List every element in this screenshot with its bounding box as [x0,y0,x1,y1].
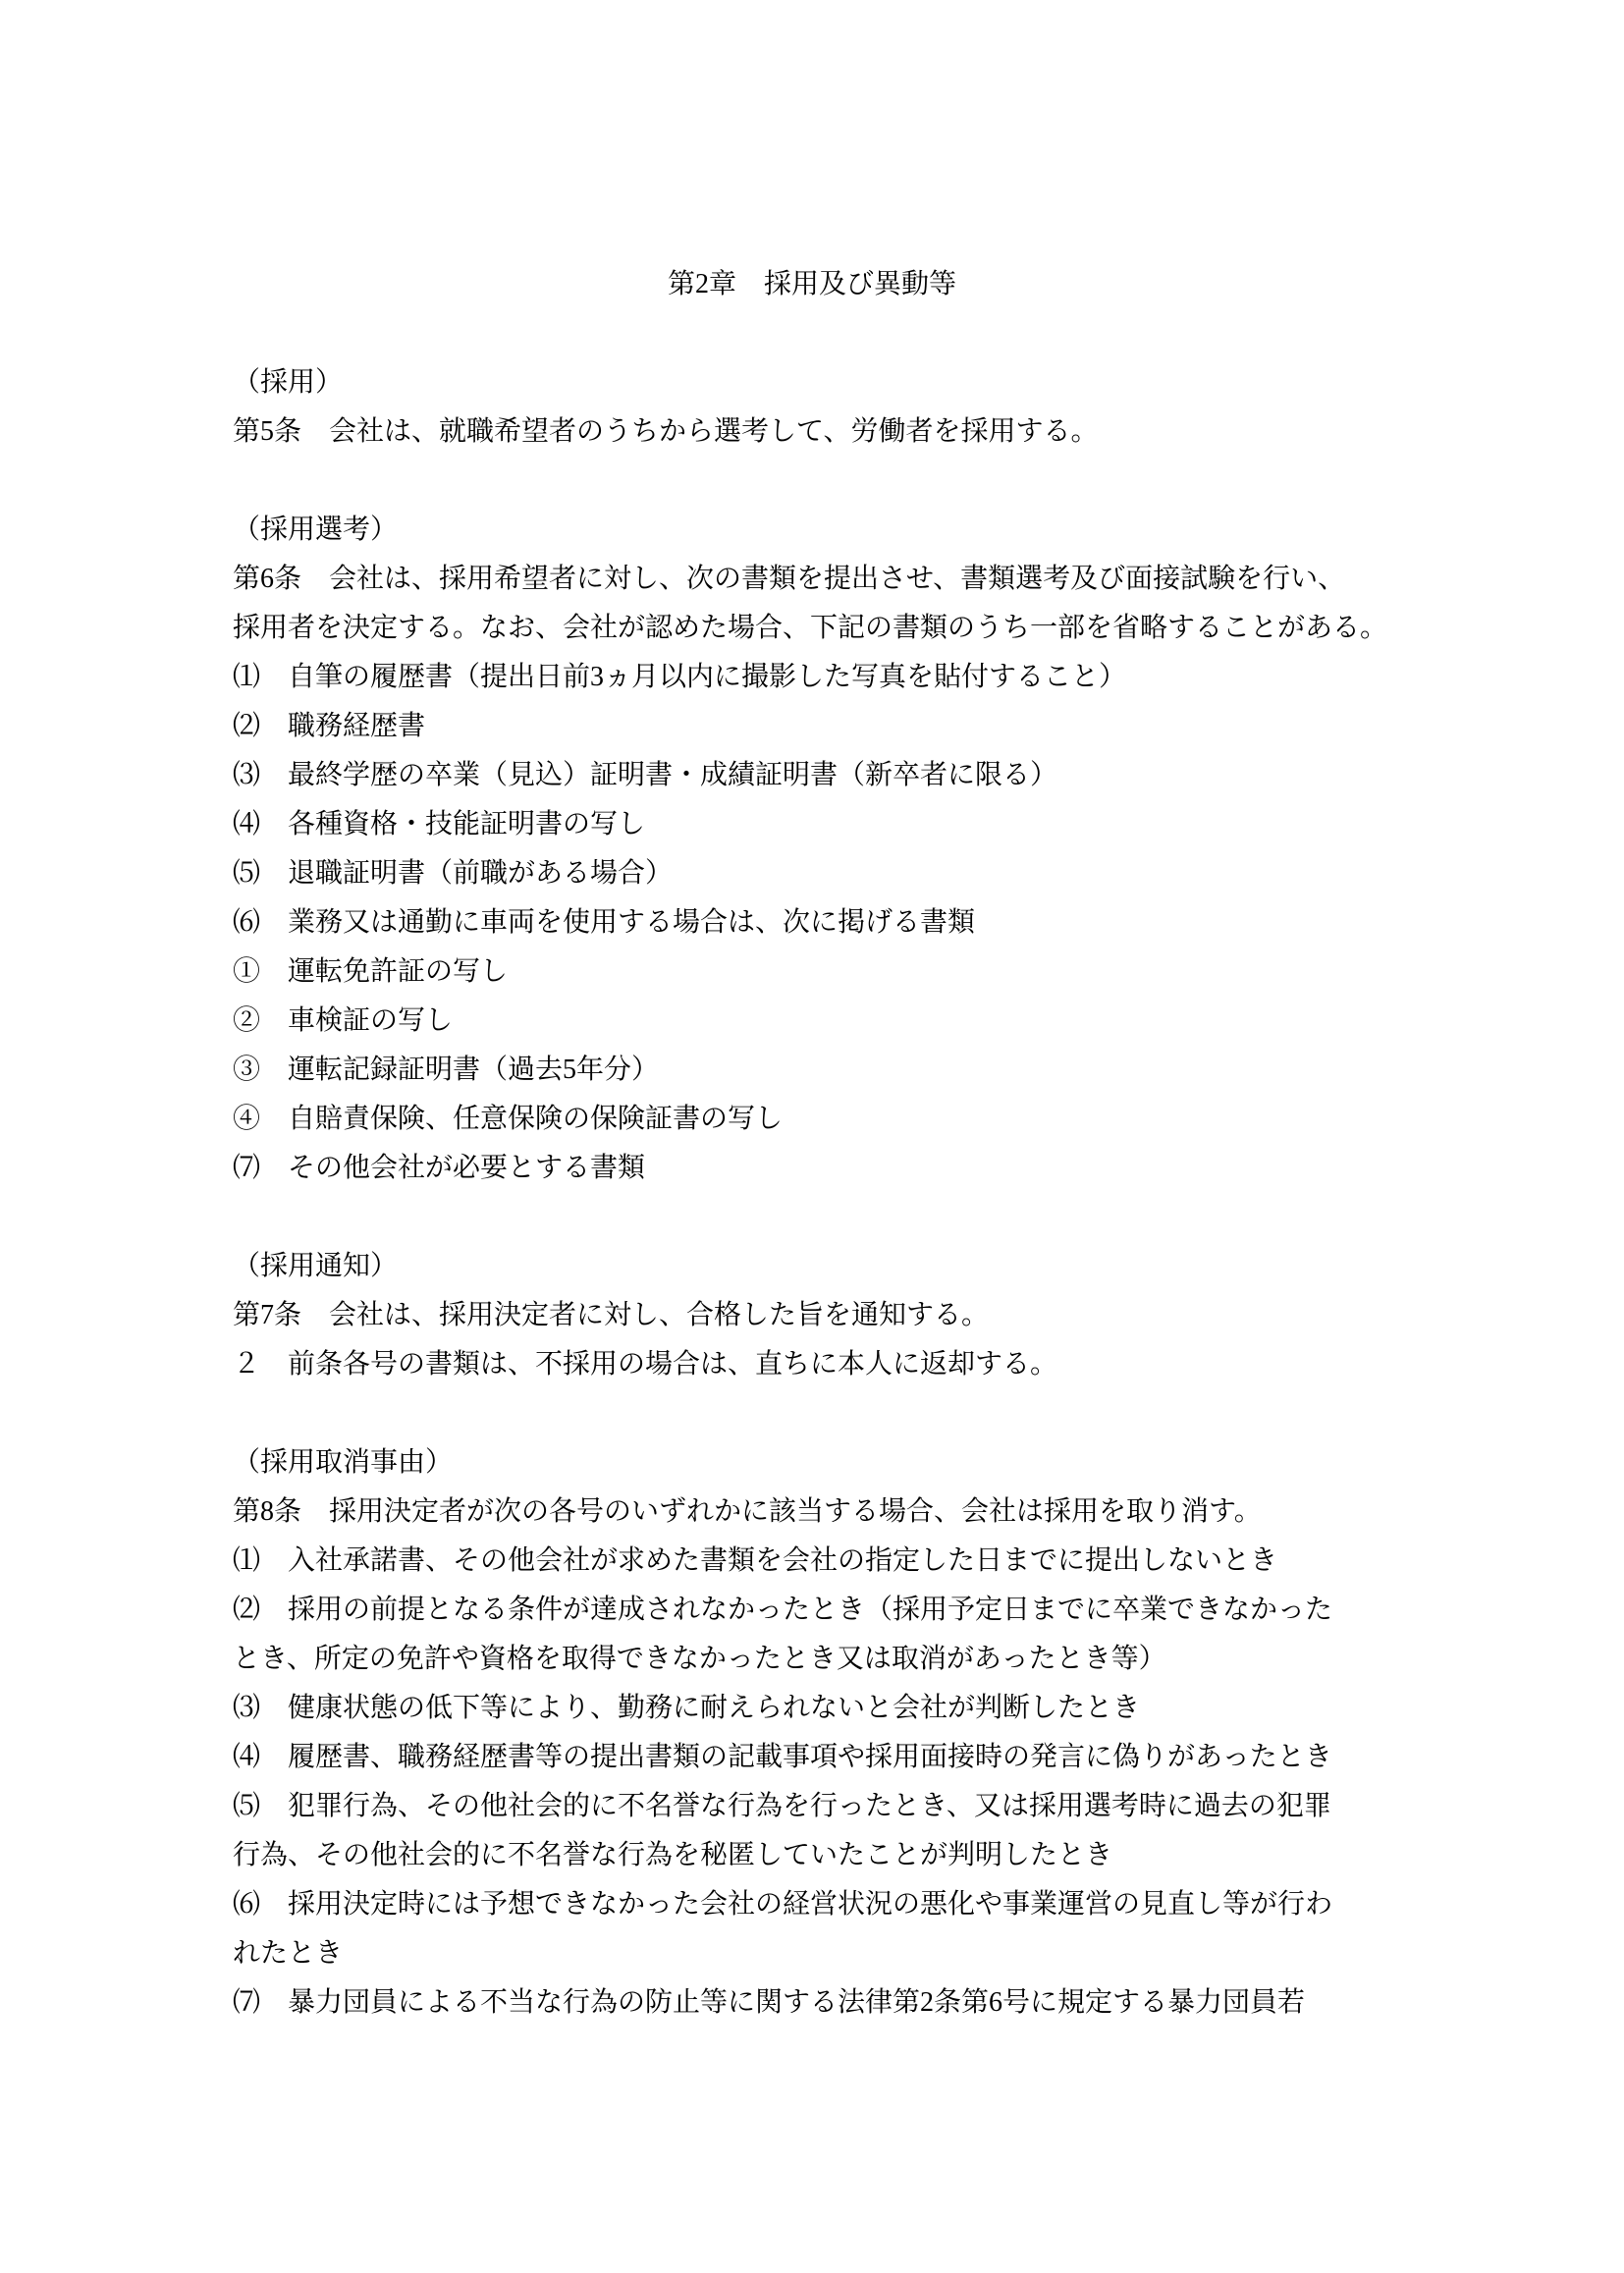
doc-line: ⑵ 採用の前提となる条件が達成されなかったとき（採用予定日までに卒業できなかった [233,1595,1333,1625]
doc-line: ⑴ 入社承諾書、その他会社が求めた書類を会社の指定した日までに提出しないとき [233,1545,1278,1576]
doc-line: れたとき [233,1938,344,1969]
doc-line: ⑷ 各種資格・技能証明書の写し [233,809,646,839]
doc-line: ⑹ 採用決定時には予想できなかった会社の経営状況の悪化や事業運営の見直し等が行わ [233,1889,1333,1920]
doc-line: とき、所定の免許や資格を取得できなかったとき又は取消があったとき等） [233,1644,1166,1674]
doc-line: ③ 運転記録証明書（過去5年分） [233,1055,660,1085]
doc-line: ④ 自賠責保険、任意保険の保険証書の写し [233,1104,784,1134]
doc-line: 第5条 会社は、就職希望者のうちから選考して、労働者を採用する。 [233,416,1099,447]
doc-line: ⑶ 健康状態の低下等により、勤務に耐えられないと会社が判断したとき [233,1693,1141,1723]
doc-line: ⑺ その他会社が必要とする書類 [233,1153,646,1183]
doc-line: ２ 前条各号の書類は、不採用の場合は、直ちに本人に返却する。 [233,1349,1058,1380]
section-heading: （採用取消事由） [233,1447,454,1478]
section-heading: （採用通知） [233,1251,399,1281]
doc-line: ⑺ 暴力団員による不当な行為の防止等に関する法律第2条第6号に規定する暴力団員若 [233,1987,1306,2018]
doc-line: ⑵ 職務経歴書 [233,711,426,741]
section-heading: （採用） [233,367,344,398]
section-saiyo-senko [233,506,1411,1193]
doc-line: ⑹ 業務又は通勤に車両を使用する場合は、次に掲げる書類 [233,907,976,938]
doc-line: 第8条 採用決定者が次の各号のいずれかに該当する場合、会社は採用を取り消す。 [233,1496,1262,1527]
section-saiyo-tsuchi [233,1242,1411,1389]
doc-line: ⑸ 退職証明書（前職がある場合） [233,858,674,889]
doc-line: 第7条 会社は、採用決定者に対し、合格した旨を通知する。 [233,1300,990,1330]
doc-line: ② 車検証の写し [233,1005,454,1036]
doc-line: ⑸ 犯罪行為、その他社会的に不名誉な行為を行ったとき、又は採用選考時に過去の犯罪 [233,1791,1331,1821]
document-body [233,358,1411,2028]
section-heading: （採用選考） [233,514,399,545]
section-saiyo-torikeshi [233,1438,1411,2028]
doc-line: ① 運転免許証の写し [233,956,509,987]
section-saiyo [233,358,1411,457]
doc-line: 採用者を決定する。なお、会社が認めた場合、下記の書類のうち一部を省略することがある。 [233,613,1388,643]
doc-line: ⑶ 最終学歴の卒業（見込）証明書・成績証明書（新卒者に限る） [233,760,1058,790]
doc-line: 第6条 会社は、採用希望者に対し、次の書類を提出させ、書類選考及び面接試験を行い、 [233,564,1346,594]
chapter-title: 第2章 採用及び異動等 [667,269,956,299]
doc-line: ⑴ 自筆の履歴書（提出日前3ヵ月以内に撮影した写真を貼付すること） [233,662,1127,692]
doc-line: 行為、その他社会的に不名誉な行為を秘匿していたことが判明したとき [233,1840,1113,1870]
doc-line: ⑷ 履歴書、職務経歴書等の提出書類の記載事項や採用面接時の発言に偽りがあったとき [233,1742,1332,1772]
